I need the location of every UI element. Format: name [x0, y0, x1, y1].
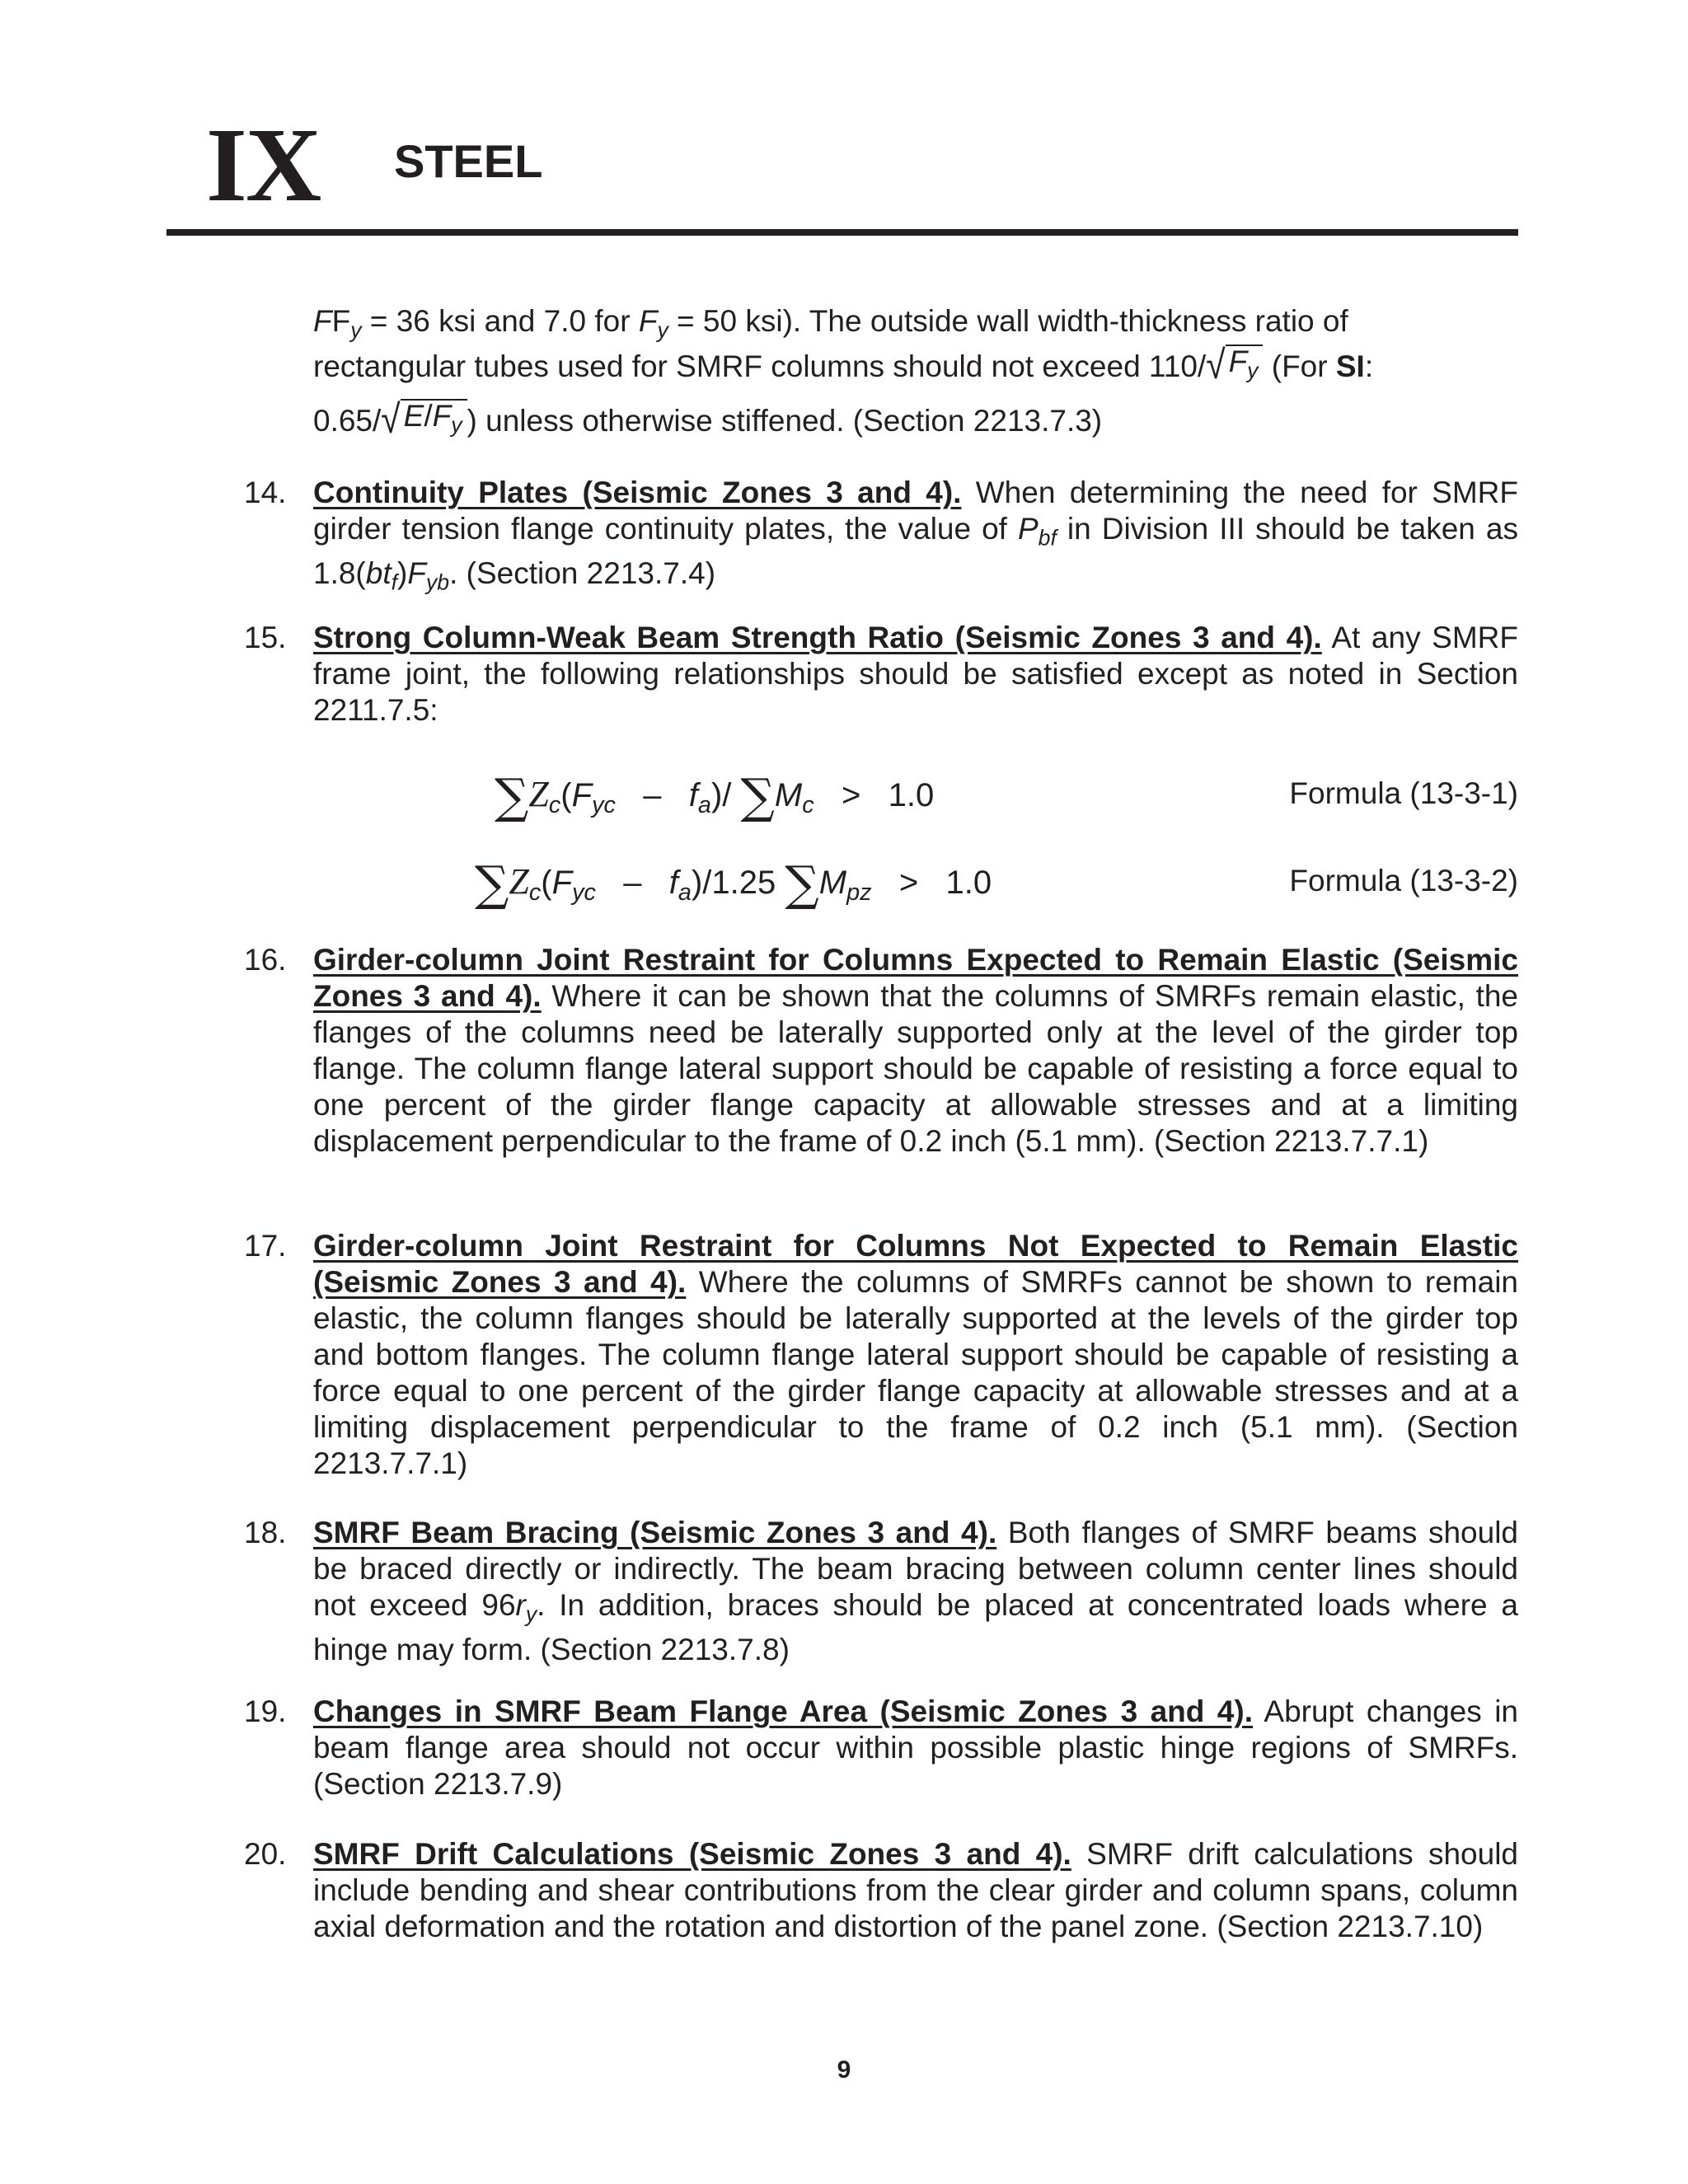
item-title: SMRF Beam Bracing (Seismic Zones 3 and 4). — [313, 1516, 997, 1549]
square-root: √ $F_y$ — [1206, 344, 1263, 382]
item-text: Where it can be shown that the columns of SMRFs remain elastic, the flanges of the columns need be laterally supported only at the level of the girder top flange. The column flange lateral support should be capable of resisting a force equal to one percent of the girder flange capacity at allowable stresses and at a limiting displacement perpendicular to the frame of 0.2 inch (5.1 mm). (Section 2213.7.7.1) — [313, 979, 1518, 1158]
item-text: At any SMRF frame joint, the following relationships should be satisfied except as noted in Section 2211.7.5: — [313, 621, 1518, 727]
item-text: Abrupt changes in beam flange area should not occur within possible plastic hinge regions of SMRFs. (Section 2213.7.9) — [313, 1694, 1518, 1801]
item-title: SMRF Drift Calculations (Seismic Zones 3 and 4). — [313, 1837, 1071, 1871]
intro-line-1: $FF_y = 36$ ksi and 7.0 for $F_y = 50$ ksi). The outside wall width-thickness ratio of — [313, 304, 1348, 343]
formula-13-3-1 — [313, 766, 1518, 824]
formula-13-3-2 — [313, 854, 1518, 912]
item-number: 16. — [244, 943, 287, 977]
chapter-title: STEEL — [394, 135, 543, 187]
item-text: SMRF drift calculations should include bending and shear contributions from the clear girder and column spans, column axial deformation and the rotation and distortion of the panel zone. (Section 2213.7.10) — [313, 1837, 1518, 1943]
formula-label: Formula (13-3-2) — [1289, 864, 1518, 898]
item-number: 18. — [244, 1516, 287, 1549]
item-title: Girder-column Joint Restraint for Columns Expected to Remain Elastic (Seismic Zones 3 and 4). — [313, 943, 1518, 1013]
item-title: Continuity Plates (Seismic Zones 3 and 4). — [313, 476, 962, 509]
item-text: Where the columns of SMRFs cannot be shown to remain elastic, the column flanges should be laterally supported at the levels of the girder top and bottom flanges. The column flange lateral support should be capable of resisting a force equal to one percent of the girder flange capacity at allowable stresses and at a limiting displacement perpendicular to the frame of 0.2 inch (5.1 mm). (Section 2213.7.7.1) — [313, 1265, 1518, 1480]
square-root: √ $E/F_y$ — [381, 399, 467, 437]
item-text: When determining the need for SMRF girder tension flange continuity plates, the value of $P_{bf}$ in Division III should be taken as $1.8(bt_f)F_{yb}$. (Section 2213.7.4) — [313, 476, 1518, 595]
page-number: 9 — [837, 2056, 851, 2083]
item-number: 15. — [244, 621, 287, 654]
item-number: 14. — [244, 476, 287, 509]
item-title: Girder-column Joint Restraint for Columns Not Expected to Remain Elastic (Seismic Zones 3 and 4). — [313, 1229, 1518, 1299]
item-number: 19. — [244, 1694, 287, 1728]
item-number: 17. — [244, 1229, 287, 1263]
item-number: 20. — [244, 1837, 287, 1871]
formula-expression: $\sum Z_c(F_{yc} - f_a)/1.25$ $\sum M_{pz} > 1.0$ — [475, 855, 992, 912]
intro-line-3: 0.65/ √ $E/F_y$ ) unless otherwise stiffened. (Section 2213.7.3) — [313, 396, 1103, 443]
item-text: Both flanges of SMRF beams should be braced directly or indirectly. The beam bracing between column center lines should not exceed $96r_y$. In addition, braces should be placed at concentrated loads where a hinge may form. (Section 2213.7.8) — [313, 1516, 1519, 1667]
chapter-numeral: IX — [206, 106, 321, 223]
item-title: Strong Column-Weak Beam Strength Ratio (Seismic Zones 3 and 4). — [313, 621, 1322, 654]
item-title: Changes in SMRF Beam Flange Area (Seismic Zones 3 and 4). — [313, 1694, 1253, 1728]
intro-line-2: rectangular tubes used for SMRF columns should not exceed 110/ √ $F_y$ (For SI: — [313, 342, 1374, 388]
formula-label: Formula (13-3-1) — [1289, 776, 1518, 810]
page-header — [206, 107, 1525, 223]
formula-expression: $\sum Z_c(F_{yc} - f_a)/$ $\sum M_c > 1.0$ — [495, 768, 935, 824]
header-rule — [166, 229, 1518, 236]
intro-paragraph — [313, 303, 1518, 443]
